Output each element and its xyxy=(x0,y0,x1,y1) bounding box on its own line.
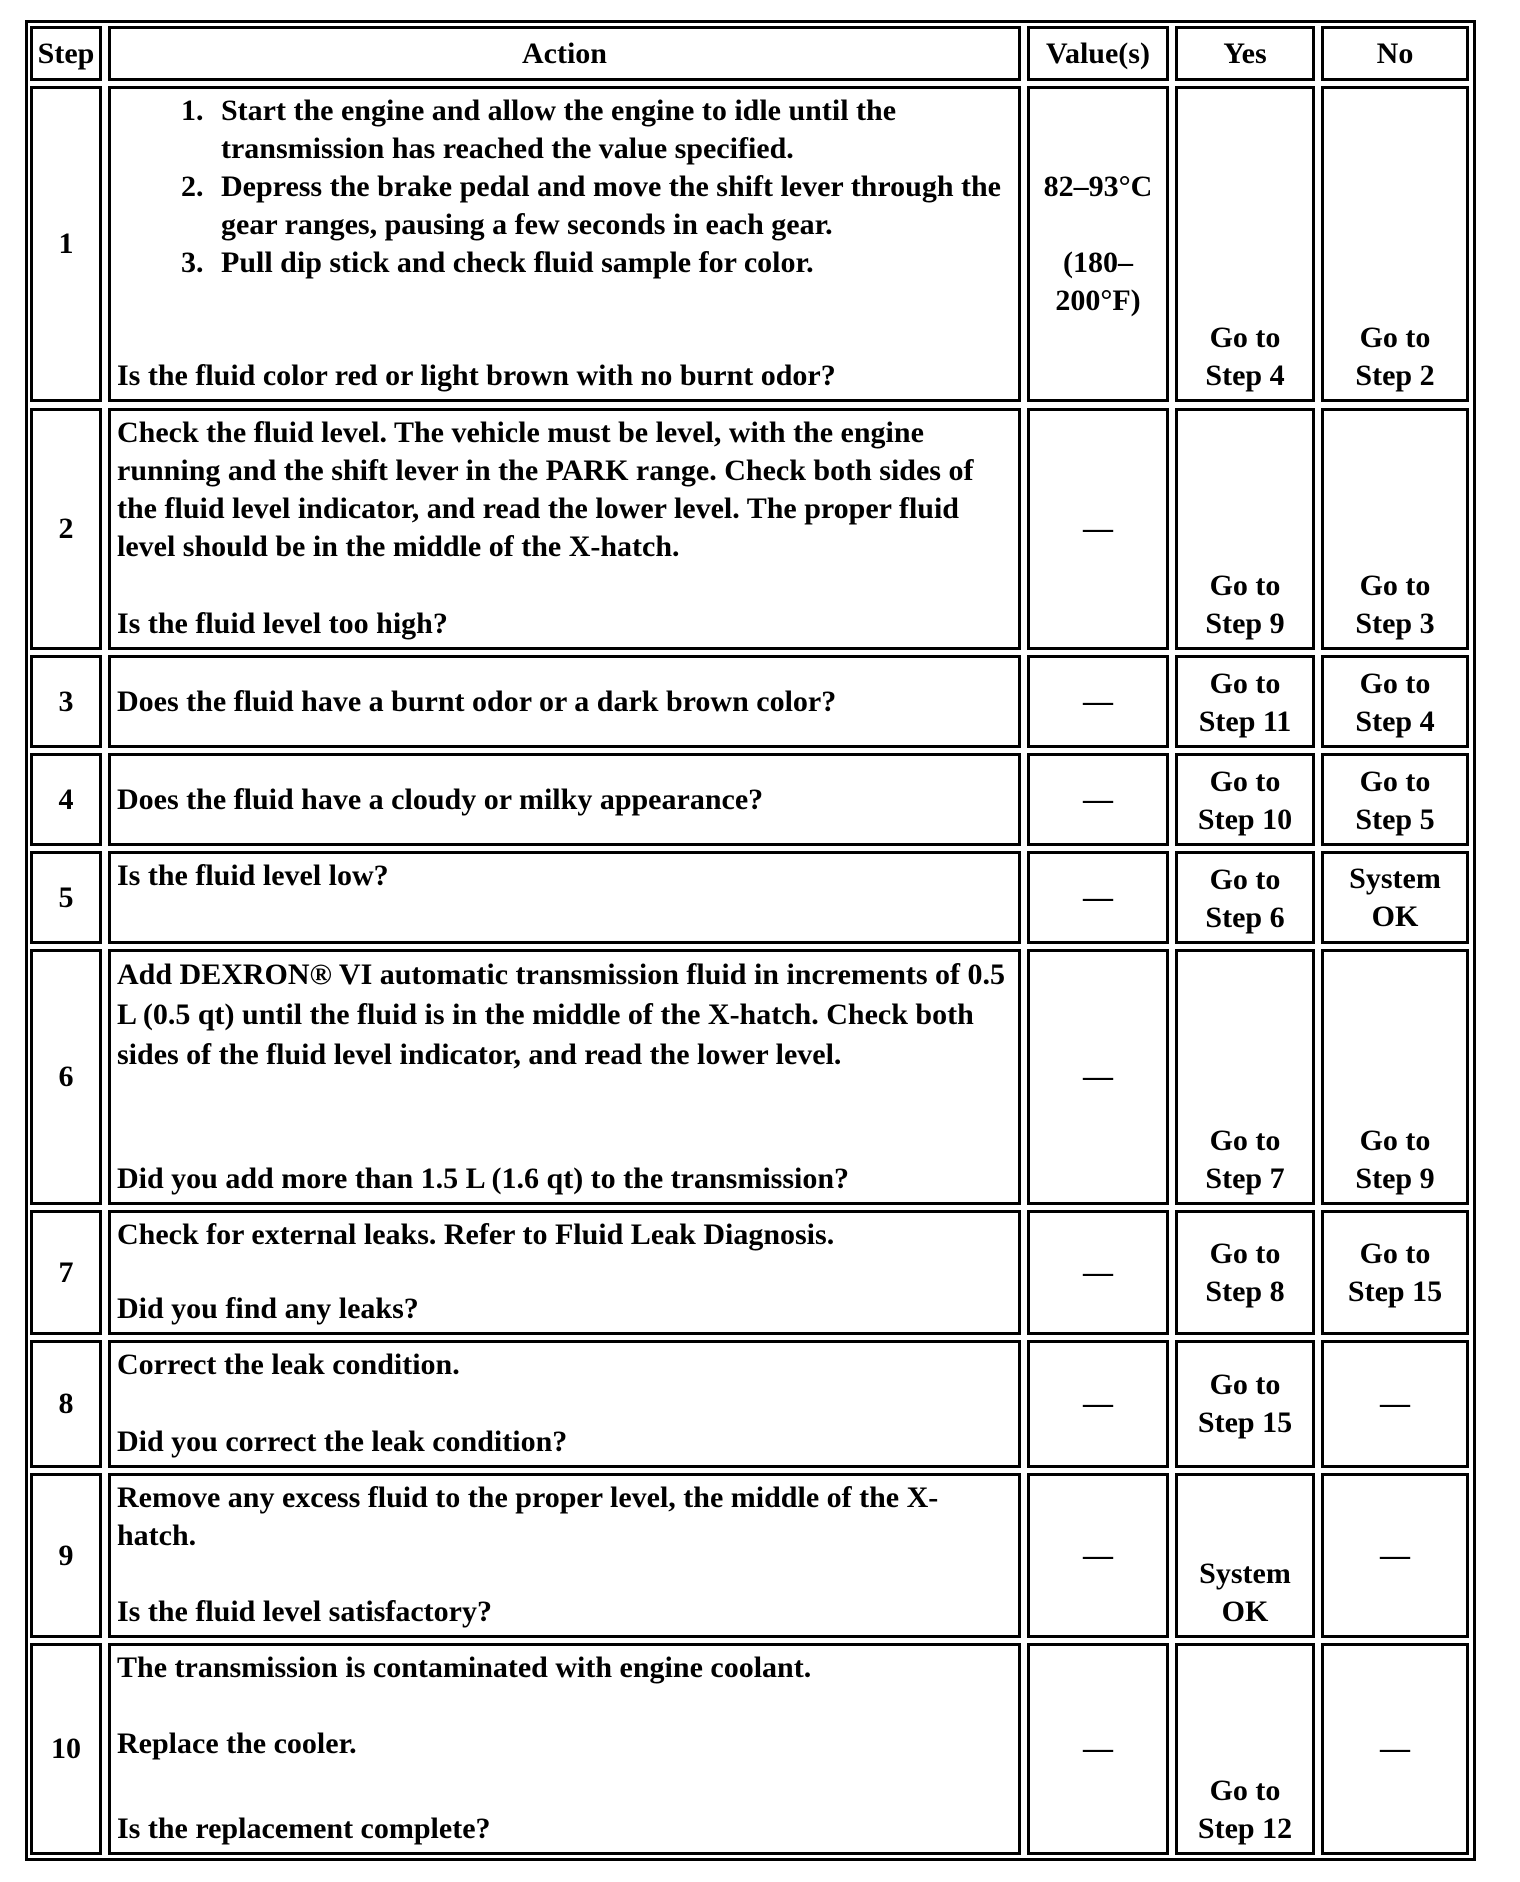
value-line: 200°F) xyxy=(1055,284,1141,317)
value-cell: — xyxy=(1027,1643,1169,1855)
action-cell xyxy=(108,1643,1021,1855)
no-line: Go to xyxy=(1359,569,1431,602)
action-question: Is the fluid level satisfactory? xyxy=(117,1595,492,1628)
step-number: 3 xyxy=(30,655,102,748)
value-cell: — xyxy=(1027,1340,1169,1468)
yes-line: Step 6 xyxy=(1205,901,1285,934)
no-cell: — xyxy=(1321,1340,1469,1468)
action-text: Check for external leaks. Refer to Fluid Leak Diagnosis. xyxy=(117,1218,835,1251)
yes-line: Go to xyxy=(1209,667,1281,700)
no-line: Go to xyxy=(1359,1124,1431,1157)
yes-line: Step 7 xyxy=(1205,1162,1285,1195)
value-line: (180– xyxy=(1063,246,1133,279)
yes-line: Go to xyxy=(1209,1368,1281,1401)
yes-line: Step 10 xyxy=(1197,803,1293,836)
no-line: Go to xyxy=(1359,667,1431,700)
no-line: Go to xyxy=(1359,321,1431,354)
yes-line: Go to xyxy=(1209,1236,1281,1270)
yes-line: Go to xyxy=(1209,765,1281,798)
no-line: OK xyxy=(1371,899,1419,933)
step-number: 6 xyxy=(30,949,102,1205)
step-number: 4 xyxy=(30,753,102,846)
action-cell xyxy=(108,1210,1021,1335)
no-line: Step 15 xyxy=(1347,1274,1443,1308)
action-step: 3. Pull dip stick and check fluid sample for color. xyxy=(211,244,1010,282)
no-cell: — xyxy=(1321,1643,1469,1855)
yes-line: Step 12 xyxy=(1197,1812,1293,1845)
header-step: Step xyxy=(30,26,102,81)
header-no: No xyxy=(1321,26,1469,81)
action-text: Replace the cooler. xyxy=(117,1727,357,1760)
step-number: 8 xyxy=(30,1340,102,1468)
value-cell: — xyxy=(1027,1210,1169,1335)
action-text: Is the fluid level low? xyxy=(117,859,389,892)
step-number: 7 xyxy=(30,1210,102,1335)
action-text: The transmission is contaminated with engine coolant. xyxy=(117,1651,812,1684)
action-question: Is the fluid level too high? xyxy=(117,607,448,640)
yes-cell xyxy=(1175,655,1315,748)
action-text: Remove any excess fluid to the proper level, the middle of the X-hatch. xyxy=(117,1481,939,1552)
value-cell: — xyxy=(1027,949,1169,1205)
action-question: Did you add more than 1.5 L (1.6 qt) to the transmission? xyxy=(117,1162,850,1195)
yes-line: Go to xyxy=(1209,569,1281,602)
no-line: Step 4 xyxy=(1355,705,1435,738)
yes-line: Step 15 xyxy=(1197,1406,1293,1439)
step-number: 10 xyxy=(30,1643,102,1855)
action-cell xyxy=(108,1473,1021,1638)
yes-line: Step 9 xyxy=(1205,607,1285,640)
action-cell xyxy=(108,408,1021,650)
no-line: Step 9 xyxy=(1355,1162,1435,1195)
action-text: Does the fluid have a burnt odor or a dark brown color? xyxy=(117,684,837,718)
yes-cell xyxy=(1175,949,1315,1205)
value-cell: — xyxy=(1027,753,1169,846)
step-number: 1 xyxy=(30,86,102,402)
no-cell xyxy=(1321,1210,1469,1335)
yes-cell xyxy=(1175,86,1315,402)
yes-line: Go to xyxy=(1209,321,1281,354)
yes-cell xyxy=(1175,1473,1315,1638)
no-line: Step 5 xyxy=(1355,803,1435,836)
no-cell xyxy=(1321,86,1469,402)
step-number: 2 xyxy=(30,408,102,650)
no-cell xyxy=(1321,655,1469,748)
no-cell: — xyxy=(1321,1473,1469,1638)
yes-cell xyxy=(1175,753,1315,846)
value-cell xyxy=(1027,86,1169,402)
action-question: Did you correct the leak condition? xyxy=(117,1425,568,1458)
action-text: Does the fluid have a cloudy or milky appearance? xyxy=(117,782,764,816)
value-cell: — xyxy=(1027,1473,1169,1638)
yes-cell xyxy=(1175,1340,1315,1468)
no-line: Step 3 xyxy=(1355,607,1435,640)
no-cell xyxy=(1321,949,1469,1205)
yes-line: Go to xyxy=(1209,1124,1281,1157)
no-line: Go to xyxy=(1359,765,1431,798)
action-cell xyxy=(108,1340,1021,1468)
action-step: 1. Start the engine and allow the engine to idle until the transmission has reached the value specified. xyxy=(211,92,1010,168)
action-cell xyxy=(108,949,1021,1205)
action-question: Is the fluid color red or light brown with no burnt odor? xyxy=(117,359,836,392)
no-cell xyxy=(1321,408,1469,650)
yes-cell xyxy=(1175,851,1315,944)
value-line: 82–93°C xyxy=(1043,170,1153,203)
no-line: System xyxy=(1349,861,1441,895)
action-steps-list xyxy=(117,92,1010,282)
header-values: Value(s) xyxy=(1027,26,1169,81)
action-cell xyxy=(108,851,1021,944)
no-line: Step 2 xyxy=(1355,359,1435,392)
action-step: 2. Depress the brake pedal and move the shift lever through the gear ranges, pausing a few seconds in each gear. xyxy=(211,168,1010,244)
yes-line: Go to xyxy=(1209,1774,1281,1807)
action-cell xyxy=(108,86,1021,402)
step-number: 9 xyxy=(30,1473,102,1638)
yes-cell xyxy=(1175,408,1315,650)
step-number: 5 xyxy=(30,851,102,944)
action-cell xyxy=(108,753,1021,846)
action-text: Correct the leak condition. xyxy=(117,1348,460,1381)
value-cell: — xyxy=(1027,655,1169,748)
header-action: Action xyxy=(108,26,1021,81)
value-cell: — xyxy=(1027,851,1169,944)
yes-line: System xyxy=(1199,1557,1291,1590)
yes-line: OK xyxy=(1221,1595,1269,1628)
no-cell xyxy=(1321,851,1469,944)
yes-line: Step 4 xyxy=(1205,359,1285,392)
yes-cell xyxy=(1175,1210,1315,1335)
value-cell: — xyxy=(1027,408,1169,650)
action-text: Check the fluid level. The vehicle must be level, with the engine running and the shift lever in the PARK range. Check both sides of the fluid level indicator, and read the lower level. The proper fluid level should be in the middle of the X-hatch. xyxy=(117,416,974,563)
action-question: Did you find any leaks? xyxy=(117,1292,419,1325)
action-question: Is the replacement complete? xyxy=(117,1812,491,1845)
yes-cell xyxy=(1175,1643,1315,1855)
action-cell xyxy=(108,655,1021,748)
yes-line: Go to xyxy=(1209,863,1281,896)
yes-line: Step 11 xyxy=(1198,705,1292,738)
yes-line: Step 8 xyxy=(1205,1274,1285,1308)
no-cell xyxy=(1321,753,1469,846)
action-text: Add DEXRON® VI automatic transmission fluid in increments of 0.5 L (0.5 qt) until the fluid is in the middle of the X-hatch. Check both sides of the fluid level indicator, and read the lower level. xyxy=(117,958,1006,1071)
no-line: Go to xyxy=(1359,1236,1431,1270)
header-yes: Yes xyxy=(1175,26,1315,81)
